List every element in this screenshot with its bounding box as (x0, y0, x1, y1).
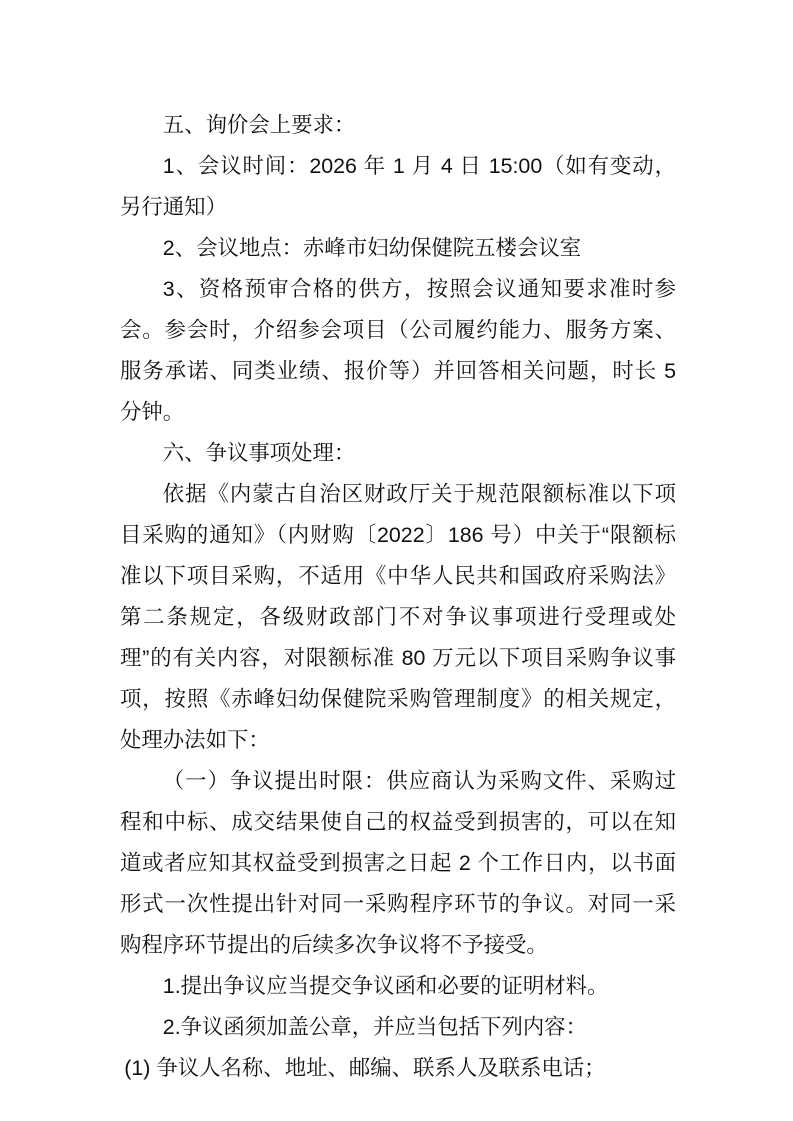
dispute-basis-paragraph: 依据《内蒙古自治区财政厅关于规范限额标准以下项目采购的通知》（内财购〔2022〕186 号）中关于“限额标准以下项目采购，不适用《中华人民共和国政府采购法》第二条规定，各级财政部门不对争议事项进行受理或处理”的有关内容，对限额标准 80 万元以下项目采购争议事项，按照《赤峰妇幼保健院采购管理制度》的相关规定，处理办法如下： (120, 482, 676, 752)
dispute-letter-content-item-1: (1) 争议人名称、地址、邮编、联系人及联系电话； (124, 1056, 606, 1080)
meeting-location-item: 2、会议地点：赤峰市妇幼保健院五楼会议室 (162, 236, 582, 260)
section-6-heading: 六、争议事项处理： (162, 441, 356, 465)
dispute-materials-item: 1.提出争议应当提交争议函和必要的证明材料。 (162, 974, 609, 998)
meeting-time-item: 1、会议时间：2026 年 1 月 4 日 15:00（如有变动，另行通知） (120, 154, 676, 219)
qualification-attendance-item: 3、资格预审合格的供方，按照会议通知要求准时参会。参会时，介绍参会项目（公司履约能力、服务方案、服务承诺、同类业绩、报价等）并回答相关问题，时长 5 分钟。 (120, 277, 676, 424)
dispute-time-limit-paragraph: （一）争议提出时限：供应商认为采购文件、采购过程和中标、成交结果使自己的权益受到损害的，可以在知道或者应知其权益受到损害之日起 2 个工作日内，以书面形式一次性提出针对同一采购程序环节的争议。对同一采购程序环节提出的后续多次争议将不予接受。 (120, 769, 676, 957)
dispute-letter-seal-item: 2.争议函须加盖公章，并应当包括下列内容： (162, 1015, 588, 1039)
section-5-heading: 五、询价会上要求： (162, 113, 356, 137)
